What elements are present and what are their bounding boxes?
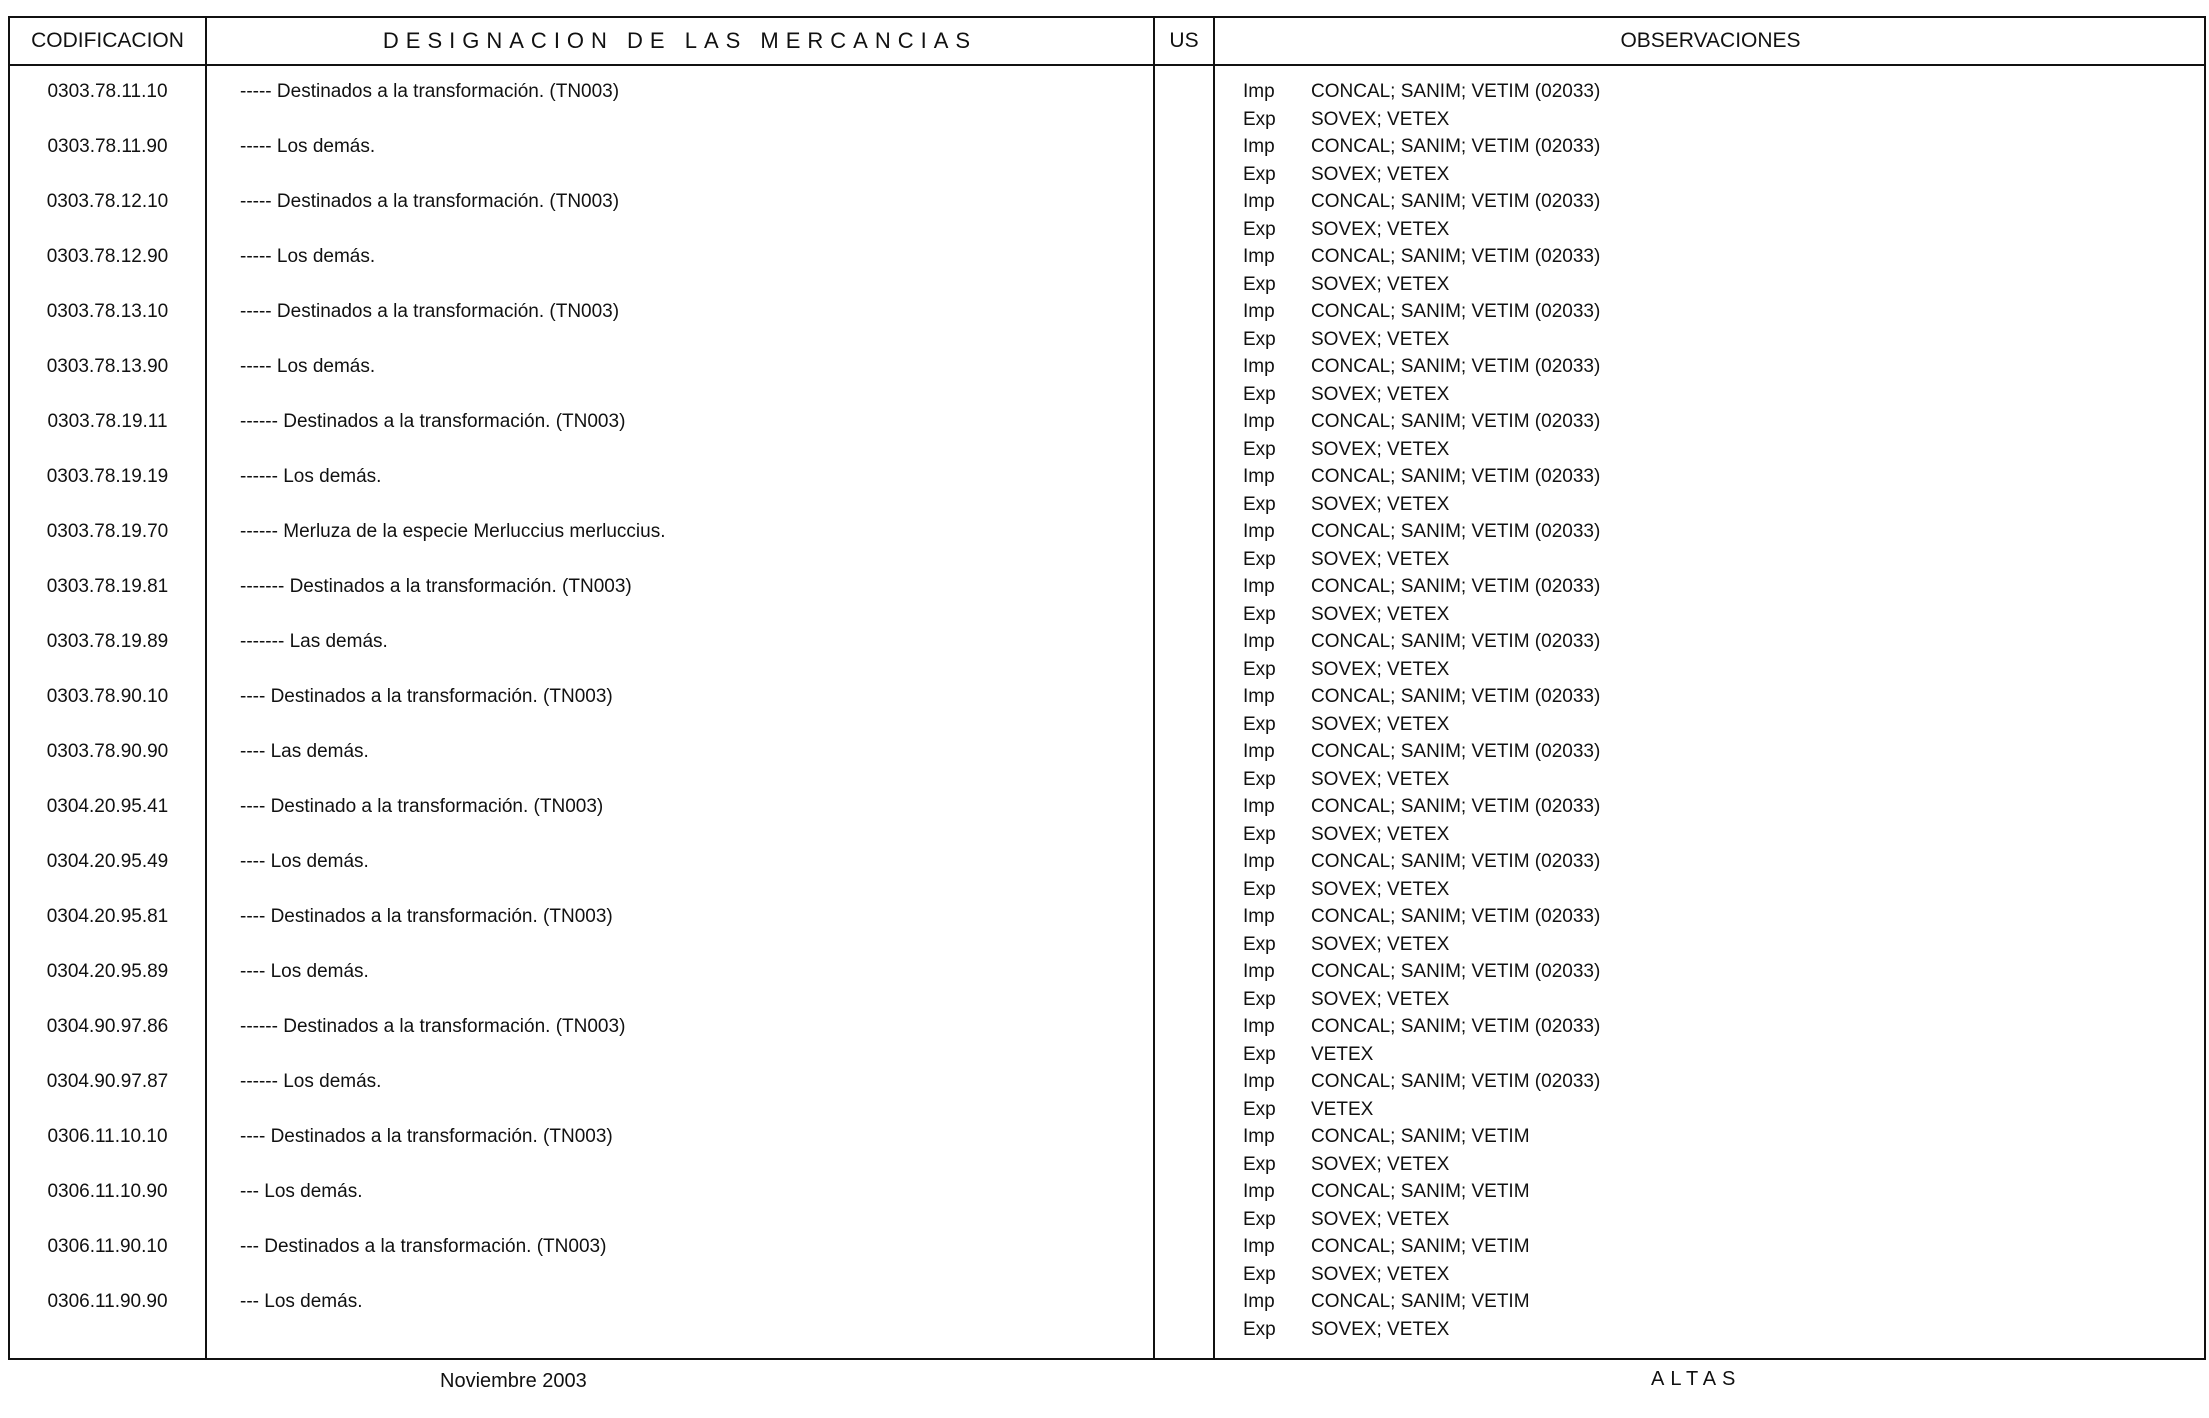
observations-cell (1243, 298, 1600, 353)
import-line (1243, 1068, 1600, 1096)
export-text: SOVEX; VETEX (1311, 163, 1450, 185)
observations-cell (1243, 628, 1600, 683)
footer-date: Noviembre 2003 (440, 1370, 587, 1392)
designation-cell: ------ Los demás. (240, 466, 382, 487)
import-label: Imp (1243, 81, 1275, 102)
code-cell: 0303.78.12.90 (46, 246, 169, 267)
observations-cell (1243, 903, 1600, 958)
export-line (1243, 271, 1600, 299)
export-line (1243, 1096, 1600, 1124)
code-cell: 0303.78.13.90 (46, 356, 169, 377)
observations-cell (1243, 1123, 1530, 1178)
header-divider (10, 64, 2204, 66)
import-text: CONCAL; SANIM; VETIM (02033) (1311, 906, 1601, 927)
table-body (10, 78, 2204, 1343)
import-text: CONCAL; SANIM; VETIM (1311, 1291, 1530, 1312)
designation-cell: ------ Destinados a la transformación. (TN003) (240, 1016, 626, 1037)
code-cell: 0304.20.95.49 (46, 851, 169, 872)
import-line (1243, 1288, 1530, 1316)
designation-cell: ----- Destinados a la transformación. (TN003) (240, 81, 620, 102)
observations-cell (1243, 1178, 1530, 1233)
import-text: CONCAL; SANIM; VETIM (1311, 1126, 1530, 1147)
code-cell: 0306.11.90.90 (47, 1291, 168, 1312)
export-text: SOVEX; VETEX (1311, 713, 1450, 735)
export-line (1243, 766, 1600, 794)
export-line (1243, 656, 1600, 684)
export-label: Exp (1243, 273, 1276, 295)
import-label: Imp (1243, 301, 1275, 322)
export-line (1243, 326, 1600, 354)
table-row (10, 1233, 2204, 1288)
export-label: Exp (1243, 1318, 1276, 1340)
import-text: CONCAL; SANIM; VETIM (02033) (1311, 686, 1601, 707)
table-row (10, 738, 2204, 793)
observations-cell (1243, 188, 1600, 243)
footer-section: ALTAS (1651, 1368, 1742, 1390)
export-text: SOVEX; VETEX (1311, 603, 1450, 625)
export-line (1243, 1206, 1530, 1234)
table-row (10, 353, 2204, 408)
import-line (1243, 628, 1600, 656)
import-label: Imp (1243, 631, 1275, 652)
header-designation: DESIGNACION DE LAS MERCANCIAS (382, 28, 978, 53)
import-line (1243, 408, 1600, 436)
import-label: Imp (1243, 1016, 1275, 1037)
observations-cell (1243, 463, 1600, 518)
export-text: VETEX (1311, 1043, 1374, 1065)
import-label: Imp (1243, 246, 1275, 267)
table-row (10, 958, 2204, 1013)
import-line (1243, 683, 1600, 711)
export-text: SOVEX; VETEX (1311, 1153, 1450, 1175)
designation-cell: --- Los demás. (240, 1181, 363, 1202)
import-text: CONCAL; SANIM; VETIM (1311, 1236, 1530, 1257)
observations-cell (1243, 408, 1600, 463)
export-line (1243, 711, 1600, 739)
table-row (10, 793, 2204, 848)
import-label: Imp (1243, 191, 1275, 212)
import-label: Imp (1243, 1071, 1275, 1092)
designation-cell: ---- Los demás. (240, 851, 369, 872)
code-cell: 0306.11.90.10 (47, 1236, 168, 1257)
export-label: Exp (1243, 1153, 1276, 1175)
export-text: SOVEX; VETEX (1311, 273, 1450, 295)
import-text: CONCAL; SANIM; VETIM (02033) (1311, 466, 1601, 487)
import-label: Imp (1243, 576, 1275, 597)
table-row (10, 683, 2204, 738)
export-text: VETEX (1311, 1098, 1374, 1120)
export-line (1243, 1316, 1530, 1344)
import-label: Imp (1243, 136, 1275, 157)
export-line (1243, 216, 1600, 244)
import-label: Imp (1243, 1291, 1275, 1312)
code-cell: 0304.90.97.86 (46, 1016, 169, 1037)
code-cell: 0304.20.95.81 (46, 906, 169, 927)
export-label: Exp (1243, 493, 1276, 515)
export-text: SOVEX; VETEX (1311, 988, 1450, 1010)
table-row (10, 463, 2204, 518)
import-label: Imp (1243, 356, 1275, 377)
designation-cell: ---- Destinado a la transformación. (TN003) (240, 796, 604, 817)
observations-cell (1243, 573, 1600, 628)
code-cell: 0306.11.10.90 (47, 1181, 168, 1202)
export-text: SOVEX; VETEX (1311, 658, 1450, 680)
export-label: Exp (1243, 218, 1276, 240)
designation-cell: ----- Los demás. (240, 246, 376, 267)
designation-cell: ---- Destinados a la transformación. (TN003) (240, 1126, 613, 1147)
import-text: CONCAL; SANIM; VETIM (02033) (1311, 356, 1601, 377)
import-text: CONCAL; SANIM; VETIM (02033) (1311, 81, 1601, 102)
export-line (1243, 546, 1600, 574)
import-label: Imp (1243, 741, 1275, 762)
import-text: CONCAL; SANIM; VETIM (02033) (1311, 521, 1601, 542)
import-line (1243, 78, 1600, 106)
designation-cell: ---- Destinados a la transformación. (TN003) (240, 686, 613, 707)
export-label: Exp (1243, 438, 1276, 460)
import-text: CONCAL; SANIM; VETIM (02033) (1311, 411, 1601, 432)
import-label: Imp (1243, 411, 1275, 432)
observations-cell (1243, 848, 1600, 903)
export-line (1243, 821, 1600, 849)
designation-cell: ----- Los demás. (240, 356, 376, 377)
designation-cell: ------ Los demás. (240, 1071, 382, 1092)
export-label: Exp (1243, 163, 1276, 185)
import-line (1243, 1123, 1530, 1151)
designation-cell: ------- Las demás. (240, 631, 388, 652)
export-label: Exp (1243, 1208, 1276, 1230)
table-row (10, 903, 2204, 958)
export-label: Exp (1243, 108, 1276, 130)
export-label: Exp (1243, 603, 1276, 625)
import-label: Imp (1243, 906, 1275, 927)
code-cell: 0304.90.97.87 (46, 1071, 169, 1092)
export-label: Exp (1243, 328, 1276, 350)
export-text: SOVEX; VETEX (1311, 218, 1450, 240)
observations-cell (1243, 683, 1600, 738)
designation-cell: ----- Destinados a la transformación. (TN003) (240, 301, 620, 322)
observations-cell (1243, 1288, 1530, 1343)
designation-cell: ------ Merluza de la especie Merluccius merluccius. (240, 521, 666, 542)
import-label: Imp (1243, 686, 1275, 707)
export-line (1243, 1261, 1530, 1289)
export-line (1243, 106, 1600, 134)
export-line (1243, 601, 1600, 629)
export-label: Exp (1243, 383, 1276, 405)
table-row (10, 1123, 2204, 1178)
export-line (1243, 1151, 1530, 1179)
import-line (1243, 298, 1600, 326)
import-line (1243, 353, 1600, 381)
export-text: SOVEX; VETEX (1311, 1318, 1450, 1340)
code-cell: 0303.78.19.70 (46, 521, 169, 542)
export-text: SOVEX; VETEX (1311, 438, 1450, 460)
table-row (10, 518, 2204, 573)
import-line (1243, 1178, 1530, 1206)
import-label: Imp (1243, 1181, 1275, 1202)
export-label: Exp (1243, 988, 1276, 1010)
import-label: Imp (1243, 796, 1275, 817)
export-line (1243, 876, 1600, 904)
export-label: Exp (1243, 1263, 1276, 1285)
code-cell: 0303.78.11.90 (47, 136, 168, 157)
designation-cell: ---- Las demás. (240, 741, 369, 762)
table-row (10, 1178, 2204, 1233)
import-label: Imp (1243, 521, 1275, 542)
import-line (1243, 1013, 1600, 1041)
table-row (10, 78, 2204, 133)
import-label: Imp (1243, 961, 1275, 982)
table-row (10, 1288, 2204, 1343)
designation-cell: ----- Destinados a la transformación. (TN003) (240, 191, 620, 212)
export-label: Exp (1243, 548, 1276, 570)
table-row (10, 133, 2204, 188)
import-label: Imp (1243, 851, 1275, 872)
export-text: SOVEX; VETEX (1311, 1208, 1450, 1230)
observations-cell (1243, 518, 1600, 573)
table-row (10, 243, 2204, 298)
import-line (1243, 573, 1600, 601)
import-line (1243, 848, 1600, 876)
export-line (1243, 436, 1600, 464)
export-line (1243, 1041, 1600, 1069)
code-cell: 0303.78.19.81 (46, 576, 169, 597)
import-text: CONCAL; SANIM; VETIM (02033) (1311, 301, 1601, 322)
observations-cell (1243, 1233, 1530, 1288)
table-row (10, 408, 2204, 463)
designation-cell: ------ Destinados a la transformación. (TN003) (240, 411, 626, 432)
export-label: Exp (1243, 823, 1276, 845)
observations-cell (1243, 958, 1600, 1013)
header-code: CODIFICACION (31, 29, 184, 52)
table-row (10, 848, 2204, 903)
import-label: Imp (1243, 466, 1275, 487)
export-label: Exp (1243, 933, 1276, 955)
export-label: Exp (1243, 1098, 1276, 1120)
code-cell: 0303.78.19.89 (46, 631, 169, 652)
export-text: SOVEX; VETEX (1311, 768, 1450, 790)
import-text: CONCAL; SANIM; VETIM (02033) (1311, 1016, 1601, 1037)
observations-cell (1243, 78, 1600, 133)
import-line (1243, 133, 1600, 161)
import-text: CONCAL; SANIM; VETIM (02033) (1311, 961, 1601, 982)
observations-cell (1243, 793, 1600, 848)
code-cell: 0304.20.95.41 (46, 796, 169, 817)
import-line (1243, 738, 1600, 766)
table-row (10, 1068, 2204, 1123)
import-line (1243, 903, 1600, 931)
import-line (1243, 518, 1600, 546)
export-text: SOVEX; VETEX (1311, 108, 1450, 130)
export-label: Exp (1243, 658, 1276, 680)
import-label: Imp (1243, 1126, 1275, 1147)
import-line (1243, 243, 1600, 271)
import-line (1243, 1233, 1530, 1261)
import-text: CONCAL; SANIM; VETIM (02033) (1311, 576, 1601, 597)
export-line (1243, 381, 1600, 409)
export-label: Exp (1243, 878, 1276, 900)
export-label: Exp (1243, 1043, 1276, 1065)
code-cell: 0303.78.90.90 (46, 741, 169, 762)
export-line (1243, 161, 1600, 189)
code-cell: 0303.78.13.10 (46, 301, 169, 322)
import-line (1243, 793, 1600, 821)
table-row (10, 298, 2204, 353)
designation-cell: ---- Los demás. (240, 961, 369, 982)
header-us: US (1169, 29, 1199, 52)
observations-cell (1243, 1013, 1600, 1068)
designation-cell: ----- Los demás. (240, 136, 376, 157)
code-cell: 0303.78.19.19 (46, 466, 169, 487)
export-text: SOVEX; VETEX (1311, 493, 1450, 515)
import-text: CONCAL; SANIM; VETIM (02033) (1311, 246, 1601, 267)
export-text: SOVEX; VETEX (1311, 548, 1450, 570)
import-label: Imp (1243, 1236, 1275, 1257)
designation-cell: --- Los demás. (240, 1291, 363, 1312)
import-line (1243, 958, 1600, 986)
import-text: CONCAL; SANIM; VETIM (02033) (1311, 741, 1601, 762)
observations-cell (1243, 133, 1600, 188)
table-row (10, 628, 2204, 683)
table-row (10, 1013, 2204, 1068)
export-text: SOVEX; VETEX (1311, 1263, 1450, 1285)
code-cell: 0303.78.12.10 (46, 191, 169, 212)
export-text: SOVEX; VETEX (1311, 823, 1450, 845)
import-line (1243, 188, 1600, 216)
export-text: SOVEX; VETEX (1311, 328, 1450, 350)
observations-cell (1243, 738, 1600, 793)
import-text: CONCAL; SANIM; VETIM (02033) (1311, 191, 1601, 212)
code-cell: 0303.78.11.10 (47, 81, 168, 102)
table-row (10, 188, 2204, 243)
export-line (1243, 931, 1600, 959)
export-text: SOVEX; VETEX (1311, 878, 1450, 900)
import-text: CONCAL; SANIM; VETIM (02033) (1311, 631, 1601, 652)
import-text: CONCAL; SANIM; VETIM (02033) (1311, 1071, 1601, 1092)
code-cell: 0306.11.10.10 (47, 1126, 168, 1147)
export-label: Exp (1243, 713, 1276, 735)
export-line (1243, 986, 1600, 1014)
table-row (10, 573, 2204, 628)
export-text: SOVEX; VETEX (1311, 933, 1450, 955)
header-observations: OBSERVACIONES (1620, 29, 1801, 52)
export-text: SOVEX; VETEX (1311, 383, 1450, 405)
import-text: CONCAL; SANIM; VETIM (02033) (1311, 796, 1601, 817)
import-text: CONCAL; SANIM; VETIM (02033) (1311, 851, 1601, 872)
export-label: Exp (1243, 768, 1276, 790)
import-text: CONCAL; SANIM; VETIM (1311, 1181, 1530, 1202)
code-cell: 0303.78.19.11 (47, 411, 168, 432)
export-line (1243, 491, 1600, 519)
designation-cell: ---- Destinados a la transformación. (TN003) (240, 906, 613, 927)
observations-cell (1243, 353, 1600, 408)
observations-cell (1243, 243, 1600, 298)
import-text: CONCAL; SANIM; VETIM (02033) (1311, 136, 1601, 157)
observations-cell (1243, 1068, 1600, 1123)
code-cell: 0303.78.90.10 (46, 686, 169, 707)
designation-cell: --- Destinados a la transformación. (TN003) (240, 1236, 607, 1257)
tariff-table (8, 16, 2206, 1360)
code-cell: 0304.20.95.89 (46, 961, 169, 982)
designation-cell: ------- Destinados a la transformación. (TN003) (240, 576, 632, 597)
import-line (1243, 463, 1600, 491)
